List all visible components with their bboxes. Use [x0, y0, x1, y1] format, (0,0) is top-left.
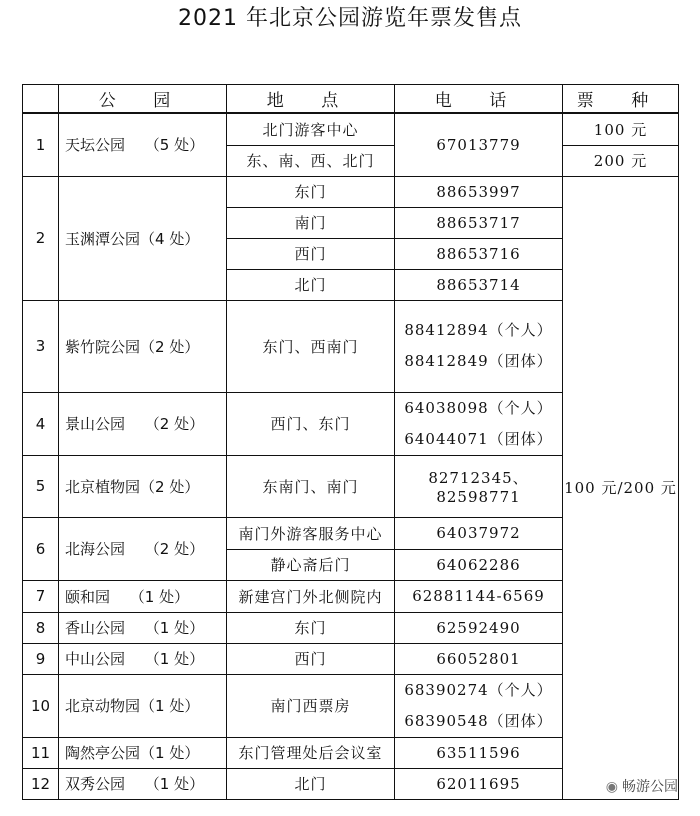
park-label: 天坛公园 [65, 136, 126, 155]
row-number: 10 [23, 674, 59, 737]
location-cell: 东门 [227, 176, 395, 207]
park-label: 北海公园 [65, 540, 126, 558]
header-row [23, 85, 679, 114]
location-cell: 南门外游客服务中心 [227, 517, 395, 549]
park-count: （5 处） [144, 136, 205, 155]
park-name [59, 113, 227, 176]
park-name [59, 643, 227, 674]
phone-cell [395, 300, 563, 392]
phone-cell [395, 674, 563, 737]
location-cell: 东、南、西、北门 [227, 145, 395, 176]
phone-cell: 64062286 [395, 549, 563, 580]
park-count: （2 处） [144, 415, 205, 433]
phone-cell: 66052801 [395, 643, 563, 674]
park-label: 景山公园 [65, 415, 126, 433]
wechat-icon: ◉ [605, 779, 618, 795]
location-cell: 西门 [227, 643, 395, 674]
location-cell: 东门管理处后会议室 [227, 737, 395, 768]
park-label: 紫竹院公园 [65, 337, 141, 356]
phone-line: 68390274（个人） [404, 680, 553, 699]
park-name [59, 176, 227, 300]
phone-line: 88412849（团体） [404, 352, 553, 370]
location-cell: 静心斋后门 [227, 549, 395, 580]
park-count: （1 处） [144, 619, 205, 637]
phone-cell: 64037972 [395, 517, 563, 549]
park-label: 中山公园 [65, 650, 126, 668]
row-number: 9 [23, 643, 59, 674]
park-label: 双秀公园 [65, 775, 126, 793]
park-name [59, 300, 227, 392]
row-number: 4 [23, 392, 59, 455]
phone-line: 64038098（个人） [404, 398, 553, 417]
park-count: （2 处） [140, 477, 200, 496]
phone-cell: 88653714 [395, 269, 563, 300]
phone-cell: 88653997 [395, 176, 563, 207]
price-cell: 200 元 [563, 145, 679, 176]
table-row [23, 113, 679, 145]
phone-cell: 88653717 [395, 207, 563, 238]
location-cell: 南门西票房 [227, 674, 395, 737]
park-count: （1 处） [144, 775, 205, 793]
location-cell: 北门游客中心 [227, 113, 395, 145]
row-number: 8 [23, 612, 59, 643]
page-title: 2021 年北京公园游览年票发售点 [178, 6, 522, 31]
park-count: （1 处） [140, 744, 200, 762]
phone-cell: 67013779 [395, 113, 563, 176]
park-count: （4 处） [140, 229, 200, 248]
location-cell: 东门、西南门 [227, 300, 395, 392]
phone-cell: 62592490 [395, 612, 563, 643]
location-cell: 西门 [227, 238, 395, 269]
park-label: 北京动物园 [65, 697, 141, 715]
row-number: 7 [23, 580, 59, 612]
location-cell: 北门 [227, 768, 395, 799]
park-count: （2 处） [144, 540, 205, 558]
park-name [59, 517, 227, 580]
phone-cell: 82712345、82598771 [395, 455, 563, 517]
watermark [606, 776, 678, 796]
park-name [59, 455, 227, 517]
row-number: 3 [23, 300, 59, 392]
row-number: 2 [23, 176, 59, 300]
header-phone: 电 话 [395, 85, 563, 114]
row-number: 5 [23, 455, 59, 517]
location-cell: 东南门、南门 [227, 455, 395, 517]
park-name [59, 580, 227, 612]
row-number: 12 [23, 768, 59, 799]
row-number: 11 [23, 737, 59, 768]
park-label: 陶然亭公园 [65, 744, 141, 762]
price-cell: 100 元 [563, 113, 679, 145]
park-label: 香山公园 [65, 619, 126, 637]
location-cell: 新建宫门外北侧院内 [227, 580, 395, 612]
location-cell: 北门 [227, 269, 395, 300]
location-cell: 西门、东门 [227, 392, 395, 455]
park-count: （1 处） [129, 587, 190, 606]
row-number: 1 [23, 113, 59, 176]
ticket-outlet-table [22, 84, 679, 800]
header-location: 地 点 [227, 85, 395, 114]
park-count: （2 处） [140, 337, 200, 356]
header-park: 公 园 [59, 85, 227, 114]
header-ticket: 票 种 [563, 85, 679, 114]
park-label: 玉渊潭公园 [65, 229, 141, 248]
phone-cell [395, 392, 563, 455]
phone-line: 88412894（个人） [404, 321, 553, 339]
park-name [59, 674, 227, 737]
phone-line: 68390548（团体） [404, 711, 553, 730]
row-number: 6 [23, 517, 59, 580]
table-row [23, 176, 679, 207]
park-count: （1 处） [144, 650, 205, 668]
park-count: （1 处） [140, 697, 200, 715]
park-name [59, 737, 227, 768]
park-name [59, 612, 227, 643]
phone-cell: 62881144-6569 [395, 580, 563, 612]
shared-price-cell: 100 元/200 元 [563, 176, 679, 799]
header-no [23, 85, 59, 114]
phone-cell: 63511596 [395, 737, 563, 768]
park-name [59, 768, 227, 799]
phone-cell: 62011695 [395, 768, 563, 799]
phone-cell: 88653716 [395, 238, 563, 269]
park-name [59, 392, 227, 455]
park-label: 北京植物园 [65, 477, 141, 496]
watermark-text: 畅游公园 [622, 779, 678, 795]
location-cell: 南门 [227, 207, 395, 238]
phone-line: 64044071（团体） [404, 429, 553, 448]
park-label: 颐和园 [65, 587, 111, 606]
location-cell: 东门 [227, 612, 395, 643]
